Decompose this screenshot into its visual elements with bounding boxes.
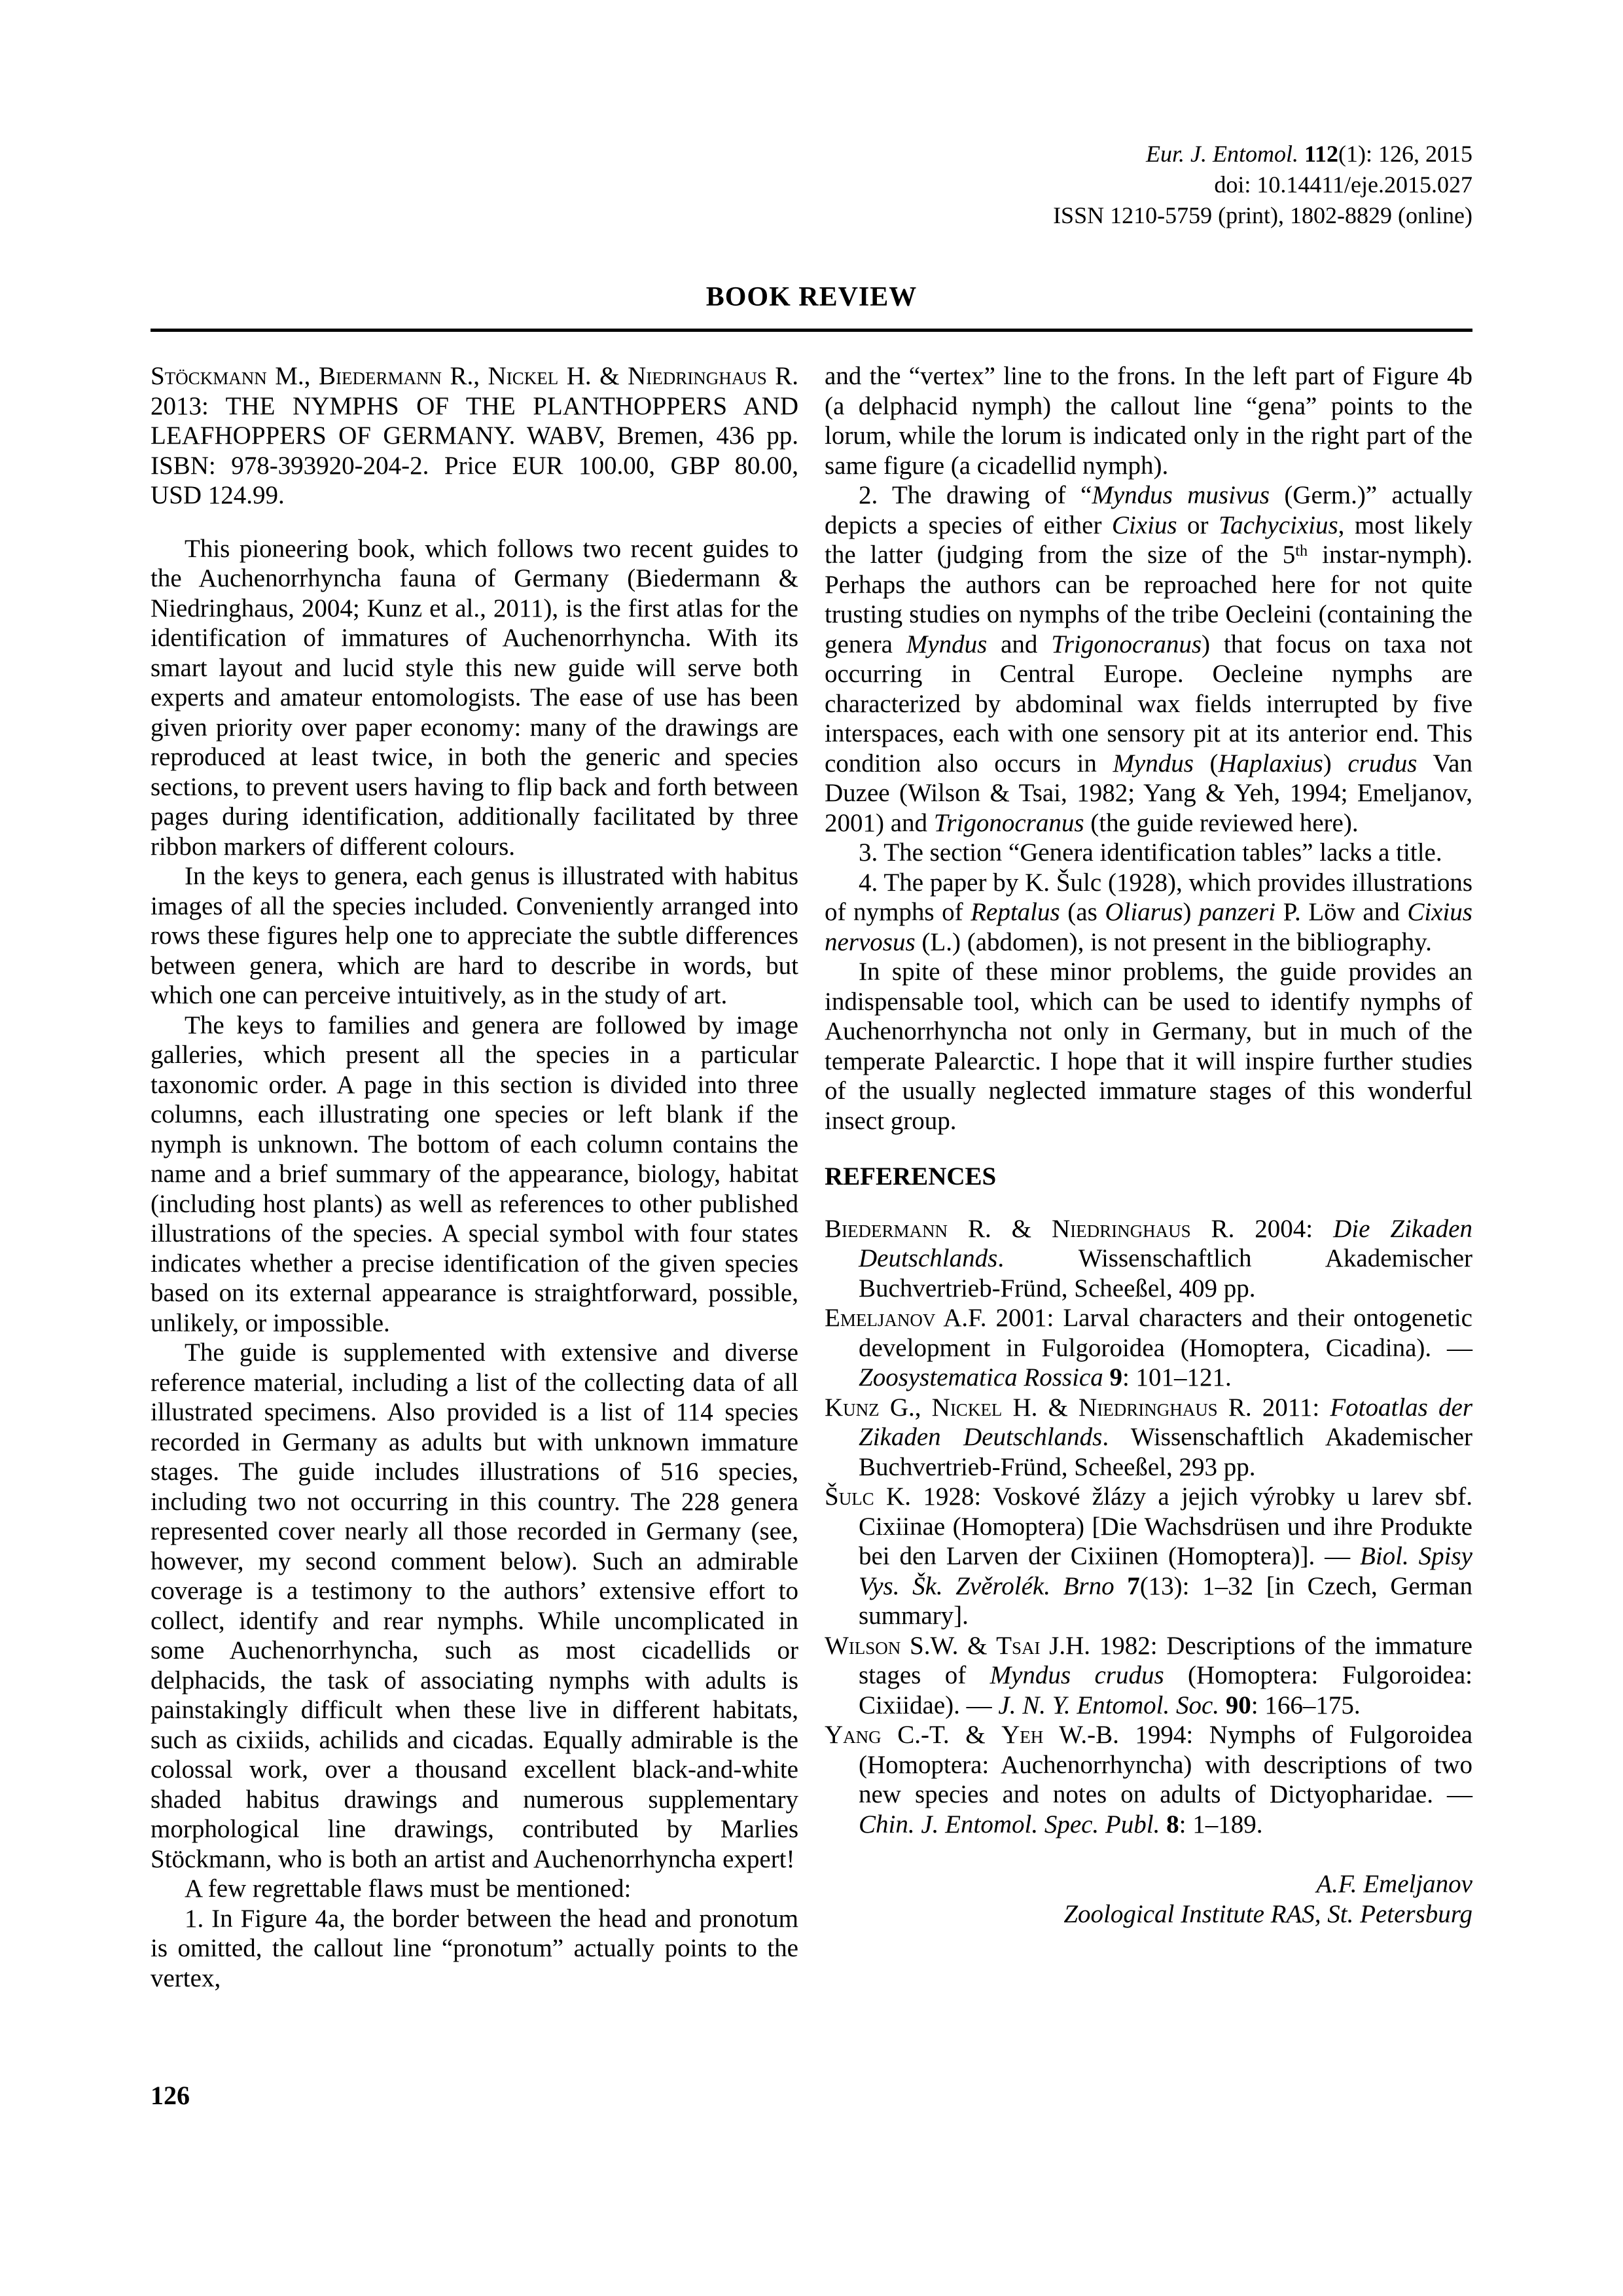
flaw-item-4 [825, 868, 1472, 958]
text-segment: S.W. & [901, 1631, 997, 1660]
text-segment: J. N. Y. Entomol. Soc. [998, 1691, 1220, 1719]
text-segment: M., [266, 362, 319, 390]
text-segment: Yeh [1001, 1721, 1044, 1749]
horizontal-rule [151, 329, 1472, 332]
text-segment: . Wissenschaftlich Akademischer Buchvertrieb-Fründ, Scheeßel, 293 pp. [859, 1423, 1472, 1481]
text-segment: (13): 1–32 [in Czech, German summary]. [859, 1571, 1473, 1630]
body-paragraph [825, 361, 1472, 480]
text-segment: The keys to families and genera are followed by image galleries, which present all the species in a particular taxonomic order. A page in this section is divided into three columns, each illustrating one species or left blank if the nymph is unknown. The bottom of each column contains the name and a brief summary of the appearance, biology, habitat (including host plants) as well as references to other published illustrations of the species. A special symbol with four states indicates whether a precise identification of the given species based on its external appearance is straightforward, possible, unlikely, or impossible. [151, 1011, 798, 1337]
page-number: 126 [151, 2081, 190, 2110]
text-segment: : 166–175. [1251, 1691, 1361, 1719]
reference-item [825, 1393, 1472, 1482]
text-segment: instar-nymph). Perhaps the authors can be reproached here for not quite trusting studies on nymphs of the tribe Oecleini (containing the genera [825, 541, 1472, 658]
text-segment [1160, 1810, 1166, 1839]
text-segment: and the “vertex” line to the frons. In the left part of Figure 4b (a delphacid nymph) the callout line “gena” points to the lorum, while the lorum is indicated only in the right part of the same figure (a cicadellid nymph). [825, 362, 1472, 480]
body-paragraph [151, 1338, 798, 1874]
text-segment: Eur. J. Entomol. [1146, 141, 1304, 167]
left-column [151, 361, 798, 1993]
text-segment: Van Duzee (Wilson & Tsai, 1982; Yang & Yeh, 1994; Emeljanov, 2001) and [825, 749, 1472, 837]
text-segment: crudus [1347, 749, 1418, 778]
text-segment: Biol. Spisy Vys. Šk. Zvěrolék. Brno [859, 1542, 1472, 1600]
text-segment: Kunz [825, 1393, 880, 1422]
text-segment: Nickel [488, 362, 559, 390]
references-heading: REFERENCES [825, 1162, 997, 1191]
text-segment: R. & [948, 1214, 1052, 1243]
text-segment: , most likely the latter (judging from the size of the 5 [825, 511, 1472, 569]
signature-block [825, 1869, 1472, 1929]
text-segment: Die Zikaden Deutschlands [859, 1214, 1472, 1272]
flaw-item-2 [825, 480, 1472, 838]
text-segment: Biedermann [825, 1214, 948, 1243]
text-segment: Trigonocranus [1051, 630, 1202, 658]
text-segment: 90 [1225, 1691, 1251, 1719]
text-segment: R. 2011: [1217, 1393, 1330, 1422]
body-paragraph [151, 534, 798, 862]
reference-item [825, 1214, 1472, 1304]
reference-item [825, 1720, 1472, 1839]
text-segment: Myndus musivus [1092, 481, 1270, 509]
text-segment: Trigonocranus [933, 808, 1084, 837]
text-segment: In spite of these minor problems, the guide provides an indispensable tool, which can be used to identify nymphs of Auchenorrhyncha not only in Germany, but in much of the temperate Palearctic. I hope that it will inspire further studies of the usually neglected immature stages of this wonderful insect group. [825, 958, 1472, 1135]
text-segment: This pioneering book, which follows two recent guides to the Auchenorrhyncha fauna of Germany (Biedermann & Niedringhaus, 2004; Kunz et al., 2011), is the first atlas for the identification of immatures of Auchenorrhyncha. With its smart layout and lucid style this new guide will serve both experts and amateur entomologists. The ease of use has been given priority over paper economy: many of the drawings are reproduced at least twice, in both the generic and species sections, to prevent users having to flip back and forth between pages during identification, additionally facilitated by three ribbon markers of different colours. [151, 534, 798, 861]
body-paragraph [151, 861, 798, 1011]
text-segment: (as [1060, 898, 1105, 926]
text-segment: 3. The section “Genera identification tables” lacks a title. [859, 838, 1442, 867]
text-segment: K. 1928: Voskové žlázy a jejich výrobky u larev sbf. Cixiinae (Homoptera) [Die Wachsdrüsen und ihre Produkte bei den Larven der Cixiinen (Homoptera)]. — [859, 1482, 1472, 1570]
text-segment: Nickel [931, 1393, 1003, 1422]
text-segment: Niedringhaus [1079, 1393, 1218, 1422]
doi-line: doi: 10.14411/eje.2015.027 [1214, 171, 1472, 198]
body-paragraph [151, 1874, 798, 1904]
text-segment: 9 [1109, 1363, 1122, 1391]
text-segment: R. 2013: THE NYMPHS OF THE PLANTHOPPERS AND LEAFHOPPERS OF GERMANY. WABV, Bremen, 436 pp. ISBN: 978-393920-204-2. Price EUR 100.00, GBP 80.00, USD 124.99. [151, 362, 799, 509]
body-paragraph [151, 1011, 798, 1338]
text-segment: Myndus [906, 630, 988, 658]
text-segment: ( [1193, 749, 1219, 778]
text-segment: A few regrettable flaws must be mentioned: [185, 1874, 632, 1903]
text-segment: panzeri [1199, 898, 1276, 926]
reference-item [825, 1482, 1472, 1631]
text-segment: Reptalus [971, 898, 1060, 926]
journal-citation [1053, 139, 1472, 170]
text-segment: (1): 126, 2015 [1338, 141, 1472, 167]
text-segment: 4. The paper by K. Šulc (1928), which provides illustrations of nymphs of [825, 868, 1472, 926]
text-segment: Tachycixius [1218, 511, 1338, 539]
flaw-item-3 [825, 838, 1472, 868]
text-segment: 7 [1127, 1571, 1140, 1600]
text-segment: Yang [825, 1721, 882, 1749]
text-segment: Cixius nervosus [825, 898, 1472, 956]
text-segment: Fotoatlas der Zikaden Deutschlands [859, 1393, 1472, 1451]
text-segment: or [1177, 511, 1219, 539]
reference-item [825, 1303, 1472, 1393]
text-segment: C.-T. & [881, 1721, 1002, 1749]
text-segment: Emeljanov [825, 1304, 936, 1332]
right-column [825, 361, 1472, 1993]
signature-affiliation: Zoological Institute RAS, St. Petersburg [1063, 1899, 1472, 1928]
text-segment: In the keys to genera, each genus is illustrated with habitus images of all the species included. Conveniently arranged into rows these figures help one to appreciate the subtle differences between genera, which are hard to describe in words, but which one can perceive intuitively, as in the study of art. [151, 862, 798, 1009]
text-segment: 2. The drawing of “ [859, 481, 1092, 509]
flaw-item-1 [151, 1904, 798, 1994]
text-segment: Cixius [1111, 511, 1177, 539]
text-segment: J.H. 1982: Descriptions of the immature stages of [859, 1631, 1472, 1689]
text-segment: Šulc [825, 1482, 874, 1511]
text-segment: Biedermann [318, 362, 442, 390]
text-segment: (L.) (abdomen), is not present in the bibliography. [915, 927, 1432, 956]
text-segment: R. 2004: [1190, 1214, 1334, 1243]
text-segment: : 101–121. [1122, 1363, 1232, 1391]
text-segment: The guide is supplemented with extensive and diverse reference material, including a list of the collecting data of all illustrated specimens. Also provided is a list of 114 species recorded in Germany as adults but with unknown immature stages. The guide includes illustrations of 516 species, including two not occurring in this country. The 228 genera represented cover nearly all those recorded in Germany (see, however, my second comment below). Such an admirable coverage is a testimony to the authors’ extensive effort to collect, identify and rear nymphs. While uncomplicated in some Auchenorrhyncha, such as most cicadellids or delphacids, the task of associating nymphs with adults is painstakingly difficult when these live in different habitats, such as cixiids, achilids and cicadas. Equally admirable is the colossal work, over a thousand excellent black-and-white shaded habitus drawings and numerous supplementary morphological line drawings, contributed by Marlies Stöckmann, who is both an artist and Auchenorrhyncha expert! [151, 1338, 798, 1873]
text-segment: W.-B. 1994: Nymphs of Fulgoroidea (Homoptera: Auchenorrhyncha) with descriptions of two new species and notes on adults of Dictyopharidae. — [859, 1721, 1472, 1808]
text-segment: 1. In Figure 4a, the border between the head and pronotum is omitted, the callout line “pronotum” actually points to the vertex, [151, 1904, 798, 1992]
text-segment: ) [1183, 898, 1200, 926]
text-segment: Zoosystematica Rossica [859, 1363, 1103, 1391]
text-segment: P. Löw and [1275, 898, 1408, 926]
text-segment [1103, 1363, 1110, 1391]
text-segment [1115, 1572, 1128, 1600]
text-segment: 8 [1166, 1810, 1179, 1839]
text-segment: (the guide reviewed here). [1084, 808, 1359, 837]
text-segment: Chin. J. Entomol. Spec. Publ. [859, 1810, 1160, 1839]
text-segment: G., [879, 1393, 932, 1422]
text-columns [151, 361, 1472, 1993]
signature-author: A.F. Emeljanov [1316, 1870, 1472, 1898]
text-segment: Stöckmann [151, 362, 267, 390]
text-segment: ) [1323, 749, 1348, 778]
text-segment: R., [441, 362, 488, 390]
text-segment: Myndus [1113, 749, 1194, 778]
text-segment: Oliarus [1105, 898, 1183, 926]
text-segment: Myndus crudus [990, 1661, 1164, 1689]
text-segment: Niedringhaus [628, 362, 767, 390]
text-segment: H. & [1002, 1393, 1079, 1422]
text-segment: Wilson [825, 1631, 901, 1660]
text-segment: . Wissenschaftlich Akademischer Buchvertrieb-Fründ, Scheeßel, 409 pp. [859, 1244, 1472, 1302]
text-segment: 112 [1304, 141, 1339, 167]
journal-header [1053, 139, 1472, 231]
text-segment: and [987, 630, 1052, 658]
book-citation-paragraph [151, 361, 798, 511]
reference-item [825, 1631, 1472, 1721]
text-segment: (Homoptera: Fulgoroidea: Cixiidae). — [859, 1661, 1472, 1719]
text-segment [1219, 1691, 1226, 1719]
text-segment: Tsai [996, 1631, 1041, 1660]
issn-line: ISSN 1210-5759 (print), 1802-8829 (online) [1053, 202, 1472, 228]
body-paragraph [825, 957, 1472, 1136]
text-segment: Niedringhaus [1051, 1214, 1191, 1243]
text-segment: A.F. 2001: Larval characters and their ontogenetic development in Fulgoroidea (Homoptera, Cicadina). — [859, 1304, 1472, 1362]
text-segment: (Germ.)” actually depicts a species of either [825, 481, 1472, 539]
text-segment: : 1–189. [1179, 1810, 1263, 1839]
text-segment: Haplaxius [1218, 749, 1323, 778]
text-segment: H. & [558, 362, 628, 390]
page-title: BOOK REVIEW [705, 282, 918, 312]
text-segment: ) that focus on taxa not occurring in Central Europe. Oecleine nymphs are characterized by abdominal wax fields interrupted by five interspaces, each with one sensory pit at its anterior end. This condition also occurs in [825, 630, 1473, 778]
text-segment: th [1295, 542, 1308, 560]
